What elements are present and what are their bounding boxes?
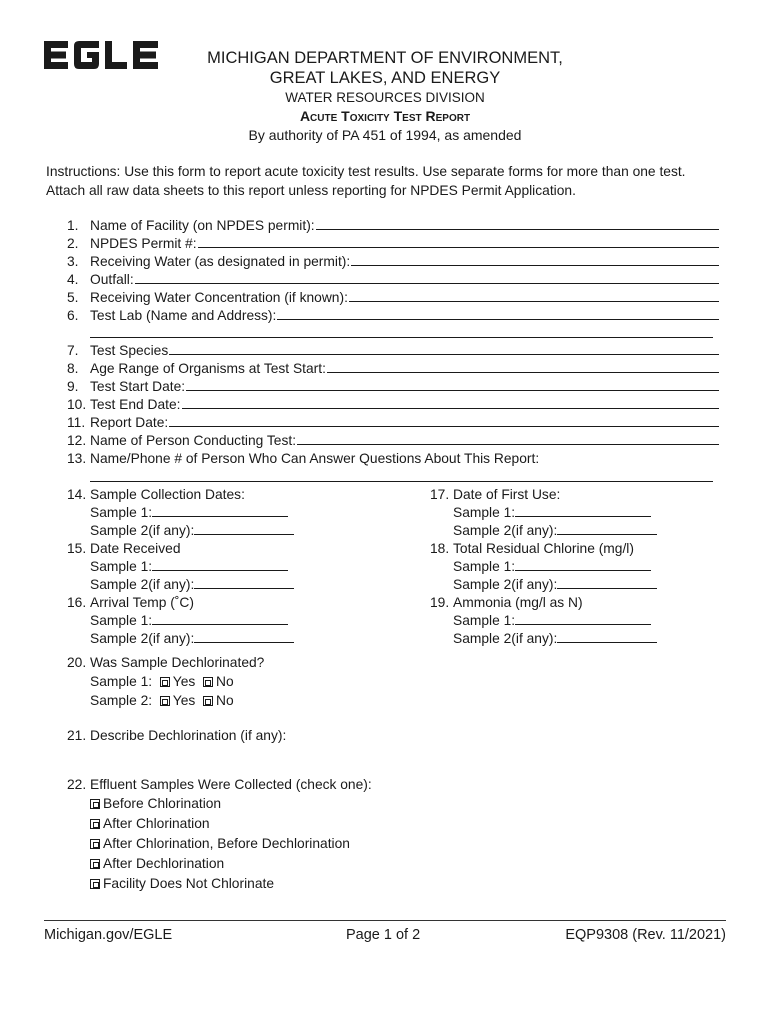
q20-sample1-row — [67, 672, 264, 691]
sample-label: Sample 2(if any): — [453, 523, 558, 538]
item-number: 16. — [67, 595, 87, 610]
checkbox[interactable] — [90, 819, 100, 829]
field-label: Name of Person Conducting Test: — [90, 433, 297, 448]
item-number: 2. — [67, 236, 79, 251]
form-list-7-13 — [67, 342, 719, 468]
field-label: Arrival Temp (˚C) — [90, 595, 194, 610]
option-after-chlorination-before-dechlorination[interactable] — [67, 834, 372, 854]
field-label: Age Range of Organisms at Test Start: — [90, 361, 326, 376]
sample-label: Sample 2(if any): — [90, 523, 195, 538]
field-person-conducting-test[interactable] — [67, 432, 719, 450]
egle-logo — [44, 38, 160, 77]
q19-sample2[interactable] — [430, 630, 730, 648]
field-test-start-date[interactable] — [67, 378, 719, 396]
sample-label: Sample 1: — [90, 674, 153, 689]
fill-line[interactable] — [194, 522, 294, 535]
field-label: Test Lab (Name and Address): — [90, 308, 277, 323]
option-label: Before Chlorination — [103, 796, 222, 811]
q22-label — [67, 775, 372, 794]
form-list-1-6 — [67, 217, 719, 325]
footer-form-id: EQP9308 (Rev. 11/2021) — [565, 927, 726, 943]
field-label: Receiving Water (as designated in permit): — [90, 254, 351, 269]
fill-line[interactable] — [557, 630, 657, 643]
sample-label: Sample 2(if any): — [90, 631, 195, 646]
item-number: 7. — [67, 343, 79, 358]
fill-line[interactable] — [557, 522, 657, 535]
field-facility-name[interactable] — [67, 217, 719, 235]
field-label: Test Species — [90, 343, 169, 358]
q15-sample1[interactable] — [67, 558, 387, 576]
item-number: 5. — [67, 290, 79, 305]
sample-label: Sample 1: — [90, 505, 153, 520]
form-title: Acute Toxicity Test Report — [299, 108, 471, 124]
authority-line: By authority of PA 451 of 1994, as amended — [248, 127, 522, 143]
sample-label: Sample 2(if any): — [453, 631, 558, 646]
fill-line[interactable] — [194, 576, 294, 589]
sample-label: Sample 2: — [90, 693, 153, 708]
item-number: 14. — [67, 487, 87, 502]
field-outfall[interactable] — [67, 271, 719, 289]
fill-line[interactable] — [515, 558, 651, 571]
fill-line[interactable] — [182, 396, 720, 409]
field-label: Total Residual Chlorine (mg/l) — [453, 541, 634, 556]
contact-person-line[interactable] — [90, 481, 713, 482]
instructions: Instructions: Use this form to report acute toxicity test results. Use separate forms for more than one test. Attach all raw data sheets to this report unless reporting for NPDES Permit Application. — [46, 164, 686, 198]
division-name: WATER RESOURCES DIVISION — [285, 90, 485, 105]
q15-sample2[interactable] — [67, 576, 387, 594]
item-number: 15. — [67, 541, 87, 556]
option-after-dechlorination[interactable] — [67, 854, 372, 874]
item-number: 21. — [67, 728, 87, 743]
q19-sample1[interactable] — [430, 612, 730, 630]
item-number: 9. — [67, 379, 79, 394]
option-label: After Chlorination, Before Dechlorination — [103, 836, 350, 851]
q18-sample2[interactable] — [430, 576, 730, 594]
field-receiving-water[interactable] — [67, 253, 719, 271]
field-label: Date Received — [90, 541, 181, 556]
field-label: Name of Facility (on NPDES permit): — [90, 218, 315, 233]
q14-sample1[interactable] — [67, 504, 387, 522]
yes-label: Yes — [172, 693, 196, 708]
field-test-lab[interactable] — [67, 307, 719, 325]
sample-dates-right — [430, 486, 730, 648]
egle-logo-graphic — [44, 38, 160, 72]
item-number: 11. — [67, 415, 86, 430]
sample-label: Sample 1: — [453, 505, 516, 520]
fill-line[interactable] — [169, 414, 719, 427]
item-number: 3. — [67, 254, 79, 269]
q15-label — [67, 540, 387, 558]
sample1-yes-checkbox[interactable] — [160, 677, 170, 687]
sample2-yes-checkbox[interactable] — [160, 696, 170, 706]
fill-line[interactable] — [169, 342, 719, 355]
item-number: 17. — [430, 487, 450, 502]
option-label: Facility Does Not Chlorinate — [103, 876, 274, 891]
q21-describe-dechlorination[interactable] — [67, 727, 286, 745]
fill-line[interactable] — [297, 432, 719, 445]
q16-label — [67, 594, 387, 612]
fill-line[interactable] — [351, 253, 719, 266]
agency-name-line1: MICHIGAN DEPARTMENT OF ENVIRONMENT, — [207, 49, 563, 67]
q17-label — [430, 486, 730, 504]
q17-sample2[interactable] — [430, 522, 730, 540]
q20-dechlorinated — [67, 654, 264, 710]
yes-label: Yes — [172, 674, 196, 689]
field-label: Sample Collection Dates: — [90, 487, 245, 502]
no-label: No — [215, 674, 234, 689]
fill-line[interactable] — [349, 289, 719, 302]
field-label: Date of First Use: — [453, 487, 561, 502]
field-label: Receiving Water Concentration (if known): — [90, 290, 348, 305]
footer-page-number: Page 1 of 2 — [346, 927, 421, 943]
fill-line[interactable] — [198, 235, 719, 248]
field-contact-person — [67, 450, 719, 468]
sample-label: Sample 2(if any): — [90, 577, 195, 592]
item-number: 8. — [67, 361, 79, 376]
checkbox[interactable] — [90, 879, 100, 889]
field-label: Effluent Samples Were Collected (check one): — [90, 777, 372, 792]
footer-website: Michigan.gov/EGLE — [44, 927, 173, 943]
field-test-species[interactable] — [67, 342, 719, 360]
agency-name-line2: GREAT LAKES, AND ENERGY — [269, 69, 501, 87]
checkbox[interactable] — [90, 799, 100, 809]
q19-label — [430, 594, 730, 612]
item-number: 18. — [430, 541, 450, 556]
q16-sample1[interactable] — [67, 612, 387, 630]
field-label: NPDES Permit #: — [90, 236, 197, 251]
field-label: Describe Dechlorination (if any): — [90, 728, 287, 743]
item-number: 1. — [67, 218, 79, 233]
option-does-not-chlorinate[interactable] — [67, 874, 372, 894]
fill-line[interactable] — [152, 504, 288, 517]
sample-label: Sample 1: — [90, 559, 153, 574]
q14-label — [67, 486, 387, 504]
option-label: After Chlorination — [103, 816, 210, 831]
field-label: Test Start Date: — [90, 379, 186, 394]
sample1-no-checkbox[interactable] — [203, 677, 213, 687]
no-label: No — [215, 693, 234, 708]
item-number: 6. — [67, 308, 79, 323]
fill-line[interactable] — [152, 612, 288, 625]
field-label: Report Date: — [90, 415, 169, 430]
fill-line[interactable] — [515, 504, 651, 517]
field-receiving-water-concentration[interactable] — [67, 289, 719, 307]
field-label: Name/Phone # of Person Who Can Answer Questions About This Report: — [90, 451, 540, 466]
checkbox[interactable] — [90, 859, 100, 869]
q18-sample1[interactable] — [430, 558, 730, 576]
item-number: 12. — [67, 433, 87, 448]
sample-label: Sample 2(if any): — [453, 577, 558, 592]
item-number: 20. — [67, 655, 87, 670]
field-label: Was Sample Dechlorinated? — [90, 655, 265, 670]
sample2-no-checkbox[interactable] — [203, 696, 213, 706]
sample-label: Sample 1: — [90, 613, 153, 628]
sample-dates-left — [67, 486, 387, 648]
test-lab-extra-line[interactable] — [90, 337, 713, 338]
q16-sample2[interactable] — [67, 630, 387, 648]
footer-divider — [44, 920, 726, 921]
field-age-range[interactable] — [67, 360, 719, 378]
option-before-chlorination[interactable] — [67, 794, 372, 814]
q22-effluent-collection — [67, 775, 372, 894]
fill-line[interactable] — [557, 576, 657, 589]
option-after-chlorination[interactable] — [67, 814, 372, 834]
fill-line[interactable] — [135, 271, 719, 284]
field-label: Ammonia (mg/l as N) — [453, 595, 583, 610]
field-report-date[interactable] — [67, 414, 719, 432]
q20-label — [67, 654, 264, 672]
q20-sample2-row — [67, 691, 264, 710]
q17-sample1[interactable] — [430, 504, 730, 522]
field-label: Test End Date: — [90, 397, 181, 412]
option-label: After Dechlorination — [103, 856, 225, 871]
fill-line[interactable] — [194, 630, 294, 643]
item-number: 19. — [430, 595, 450, 610]
field-label: Outfall: — [90, 272, 134, 287]
fill-line[interactable] — [152, 558, 288, 571]
sample-label: Sample 1: — [453, 559, 516, 574]
item-number: 22. — [67, 777, 87, 792]
sample-label: Sample 1: — [453, 613, 516, 628]
item-number: 13. — [67, 451, 87, 466]
checkbox[interactable] — [90, 839, 100, 849]
fill-line[interactable] — [186, 378, 719, 391]
q18-label — [430, 540, 730, 558]
field-npdes-permit[interactable] — [67, 235, 719, 253]
fill-line[interactable] — [316, 217, 719, 230]
item-number: 10. — [67, 397, 87, 412]
fill-line[interactable] — [515, 612, 651, 625]
field-test-end-date[interactable] — [67, 396, 719, 414]
item-number: 4. — [67, 272, 79, 287]
fill-line[interactable] — [277, 307, 719, 320]
fill-line[interactable] — [327, 360, 719, 373]
q14-sample2[interactable] — [67, 522, 387, 540]
